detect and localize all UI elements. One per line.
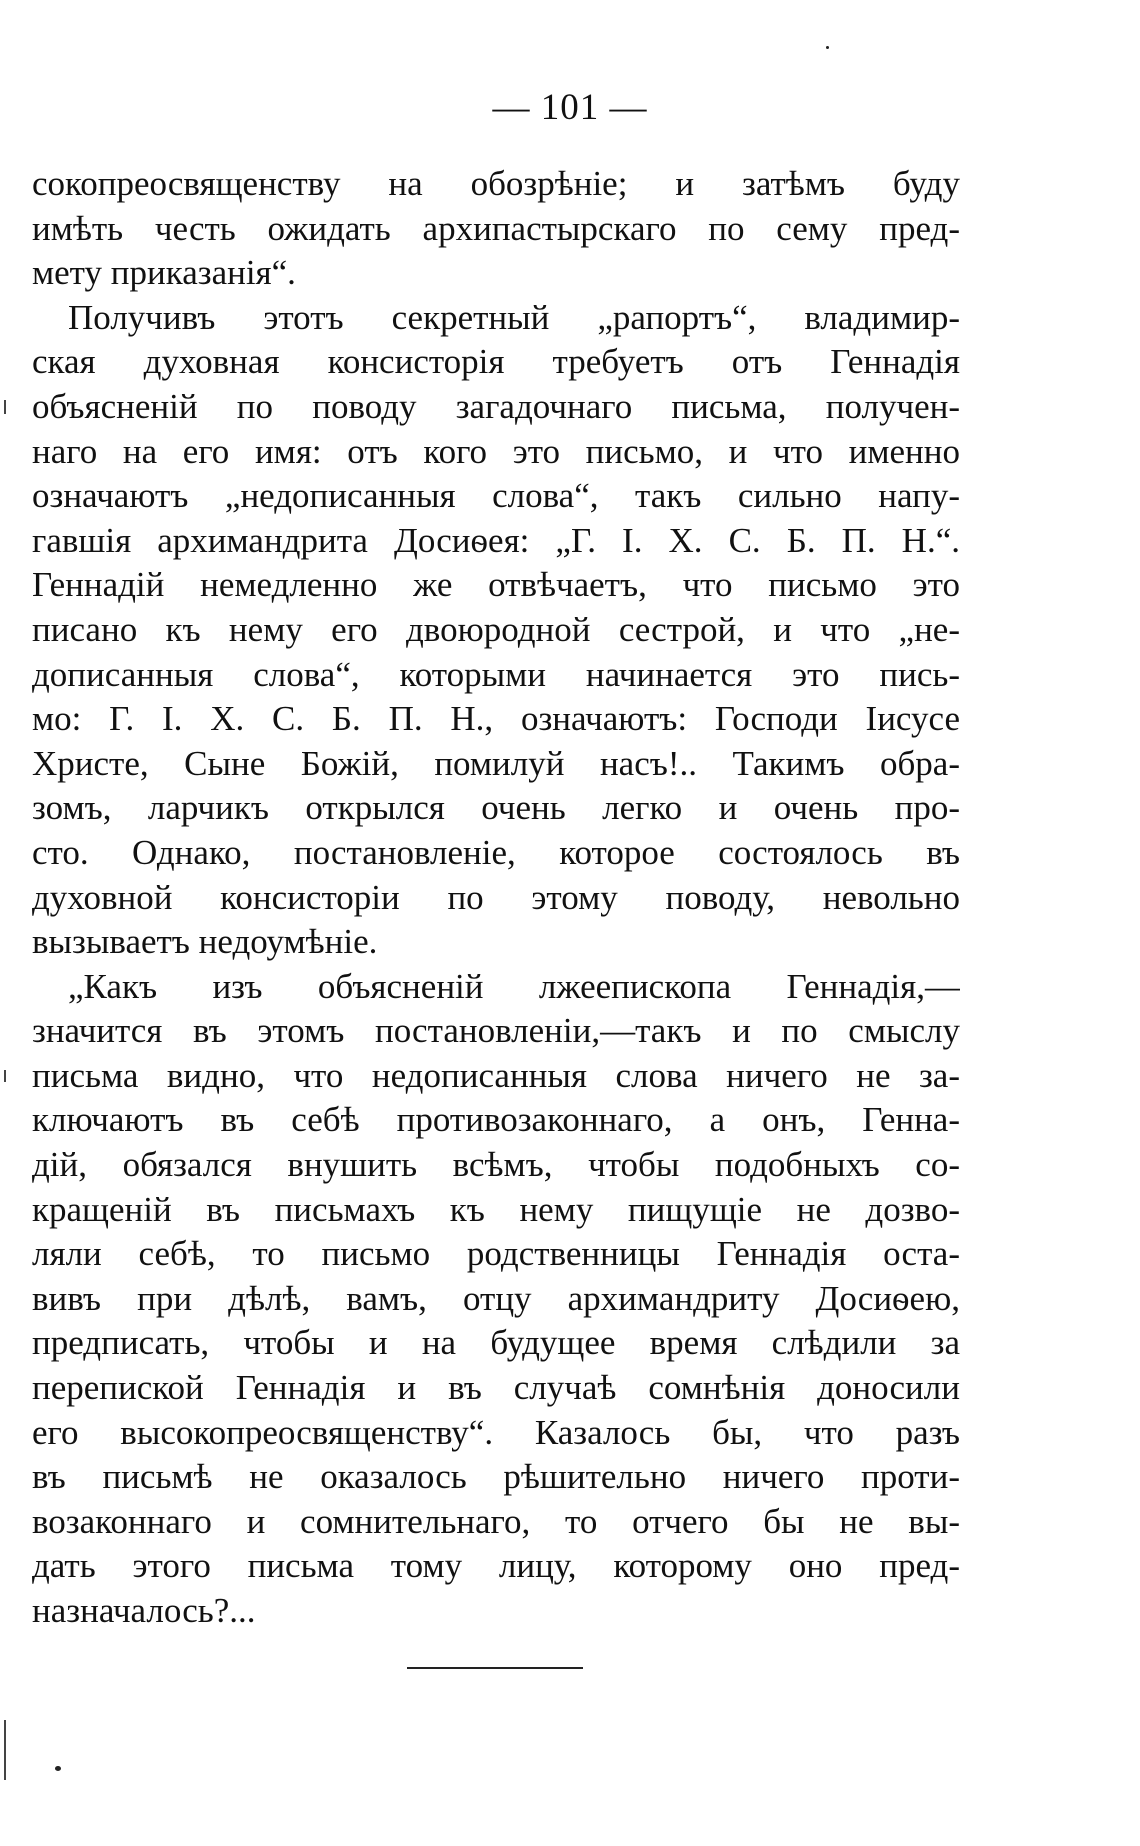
scan-edge-mark bbox=[4, 1720, 6, 1780]
text-line: Христе, Сыне Божій, помилуй насъ!.. Такимъ обра- bbox=[32, 743, 960, 783]
scan-edge-mark bbox=[4, 1070, 6, 1082]
text-line: сто. Однако, постановленіе, которое состоялось въ bbox=[32, 832, 960, 872]
text-line: зомъ, ларчикъ открылся очень легко и очень про- bbox=[32, 788, 960, 828]
text-line: объясненій по поводу загадочнаго письма, получен- bbox=[32, 386, 960, 426]
text-line: мету приказанія“. bbox=[32, 253, 296, 293]
text-line: сокопреосвященству на обозрѣніе; и затѣмъ буду bbox=[32, 164, 960, 203]
text-line: его высокопреосвященству“. Казалось бы, что разъ bbox=[32, 1412, 960, 1452]
ink-speck bbox=[55, 1766, 61, 1771]
paragraph-1 bbox=[32, 162, 960, 296]
text-line: Получивъ этотъ секретный „рапортъ“, владимир- bbox=[68, 297, 960, 337]
text-line: ключаютъ въ себѣ противозаконнаго, а онъ, Генна- bbox=[32, 1100, 960, 1140]
text-line: означаютъ „недописанныя слова“, такъ сильно напу- bbox=[32, 476, 960, 516]
text-line: мо: Г. І. Х. С. Б. П. Н., означаютъ: Господи Іисусе bbox=[32, 699, 960, 739]
ink-speck bbox=[826, 46, 829, 49]
page-number: — 101 — bbox=[492, 87, 648, 128]
body-text bbox=[32, 162, 960, 1634]
text-line: перепиской Геннадія и въ случаѣ сомнѣнія доносили bbox=[32, 1368, 960, 1408]
text-line: дій, обязался внушить всѣмъ, чтобы подобныхъ со- bbox=[32, 1145, 960, 1185]
text-line: дописанныя слова“, которыми начинается это пись- bbox=[32, 654, 960, 694]
text-line: „Какъ изъ объясненій лжеепископа Геннадія,— bbox=[68, 966, 960, 1006]
closing-rule bbox=[407, 1667, 583, 1669]
text-line: предписать, чтобы и на будущее время слѣдили за bbox=[32, 1323, 960, 1363]
text-line: ская духовная консисторія требуетъ отъ Геннадія bbox=[32, 342, 960, 382]
text-line: значится въ этомъ постановленіи,—такъ и по смыслу bbox=[32, 1011, 960, 1051]
text-line: возаконнаго и сомнительнаго, то отчего бы не вы- bbox=[32, 1501, 960, 1541]
text-line: Геннадій немедленно же отвѣчаетъ, что письмо это bbox=[32, 565, 960, 605]
text-line: духовной консисторіи по этому поводу, невольно bbox=[32, 877, 960, 917]
scan-edge-mark bbox=[4, 400, 6, 414]
text-line: дать этого письма тому лицу, которому оно пред- bbox=[32, 1546, 960, 1586]
text-line: въ письмѣ не оказалось рѣшительно ничего проти- bbox=[32, 1457, 960, 1497]
text-line: вивъ при дѣлѣ, вамъ, отцу архимандриту Досиѳею, bbox=[32, 1278, 960, 1318]
text-line: наго на его имя: отъ кого это письмо, и что именно bbox=[32, 431, 960, 471]
paragraph-2 bbox=[32, 296, 960, 965]
text-line: ляли себѣ, то письмо родственницы Геннадія оста- bbox=[32, 1234, 960, 1274]
text-line: гавшія архимандрита Досиѳея: „Г. І. Х. С. Б. П. Н.“. bbox=[32, 520, 960, 560]
text-line: кращеній въ письмахъ къ нему пищущіе не дозво- bbox=[32, 1189, 960, 1229]
text-line: имѣть честь ожидать архипастырскаго по сему пред- bbox=[32, 208, 960, 248]
text-line: письма видно, что недописанныя слова ничего не за- bbox=[32, 1055, 960, 1095]
paragraph-3 bbox=[32, 965, 960, 1634]
text-line: вызываетъ недоумѣніе. bbox=[32, 922, 378, 962]
text-line: писано къ нему его двоюродной сестрой, и что „не- bbox=[32, 609, 960, 649]
text-line: назначалось?... bbox=[32, 1591, 256, 1630]
